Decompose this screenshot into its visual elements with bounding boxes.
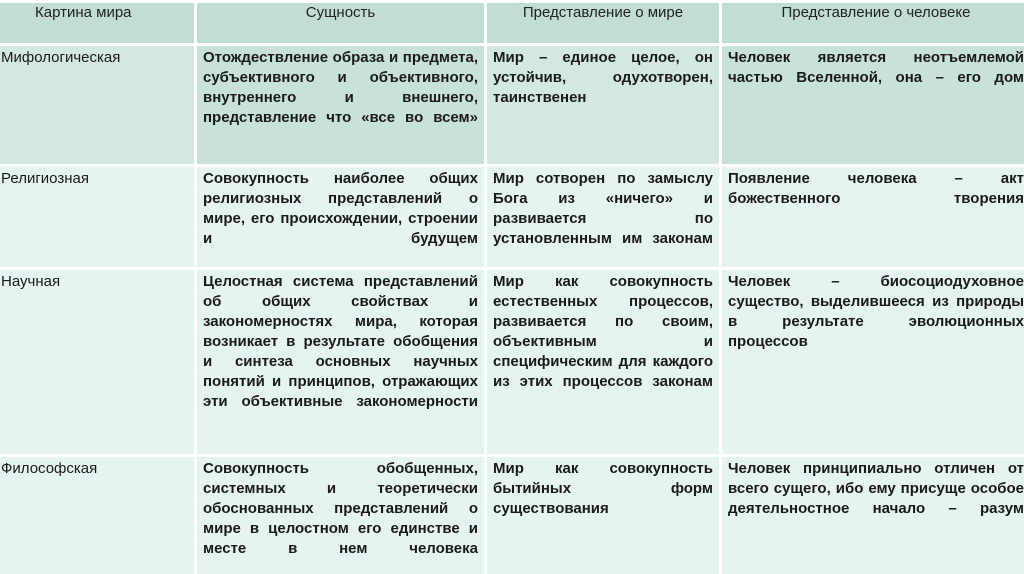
row-name-cell: Научная	[0, 269, 196, 456]
row-name-cell: Философская	[0, 456, 196, 574]
essence-cell: Совокупность наиболее общих религиозных представлений о мире, его происхождении, строении и будущем	[196, 166, 486, 269]
table-row	[0, 456, 1024, 574]
world-view-cell: Мир как совокупность бытийных форм существования	[486, 456, 721, 574]
row-name-cell: Религиозная	[0, 166, 196, 269]
table-row	[0, 166, 1024, 269]
essence-cell: Отождествление образа и предмета, субъективного и объективного, внутреннего и внешнего, представление что «все во всем»	[196, 45, 486, 166]
essence-cell: Целостная система представлений об общих свойствах и закономерностях мира, которая возникает в результате обобщения и синтеза основных научных понятий и принципов, отражающих эти объективные закономерности	[196, 269, 486, 456]
human-view-cell: Человек принципиально отличен от всего сущего, ибо ему присуще особое деятельностное начало – разум	[721, 456, 1024, 574]
world-view-cell: Мир как совокупность естественных процессов, развивается по своим, объективным и специфическим для каждого из этих процессов законам	[486, 269, 721, 456]
essence-cell: Совокупность обобщенных, системных и теоретически обоснованных представлений о мире в целостном его единстве и месте в нем человека	[196, 456, 486, 574]
header-view-of-human: Представление о человеке	[721, 2, 1024, 45]
human-view-cell: Человек – биосоциодуховное существо, выделившееся из природы в результате эволюционных процессов	[721, 269, 1024, 456]
header-world-picture: Картина мира	[0, 2, 196, 45]
human-view-cell: Человек является неотъемлемой частью Вселенной, она – его дом	[721, 45, 1024, 166]
table-header-row	[0, 2, 1024, 45]
table-row	[0, 269, 1024, 456]
human-view-cell: Появление человека – акт божественного творения	[721, 166, 1024, 269]
header-essence: Сущность	[196, 2, 486, 45]
world-view-cell: Мир сотворен по замыслу Бога из «ничего» и развивается по установленным им законам	[486, 166, 721, 269]
world-view-cell: Мир – единое целое, он устойчив, одухотворен, таинственен	[486, 45, 721, 166]
header-view-of-world: Представление о мире	[486, 2, 721, 45]
table-row	[0, 45, 1024, 166]
row-name-cell: Мифологическая	[0, 45, 196, 166]
